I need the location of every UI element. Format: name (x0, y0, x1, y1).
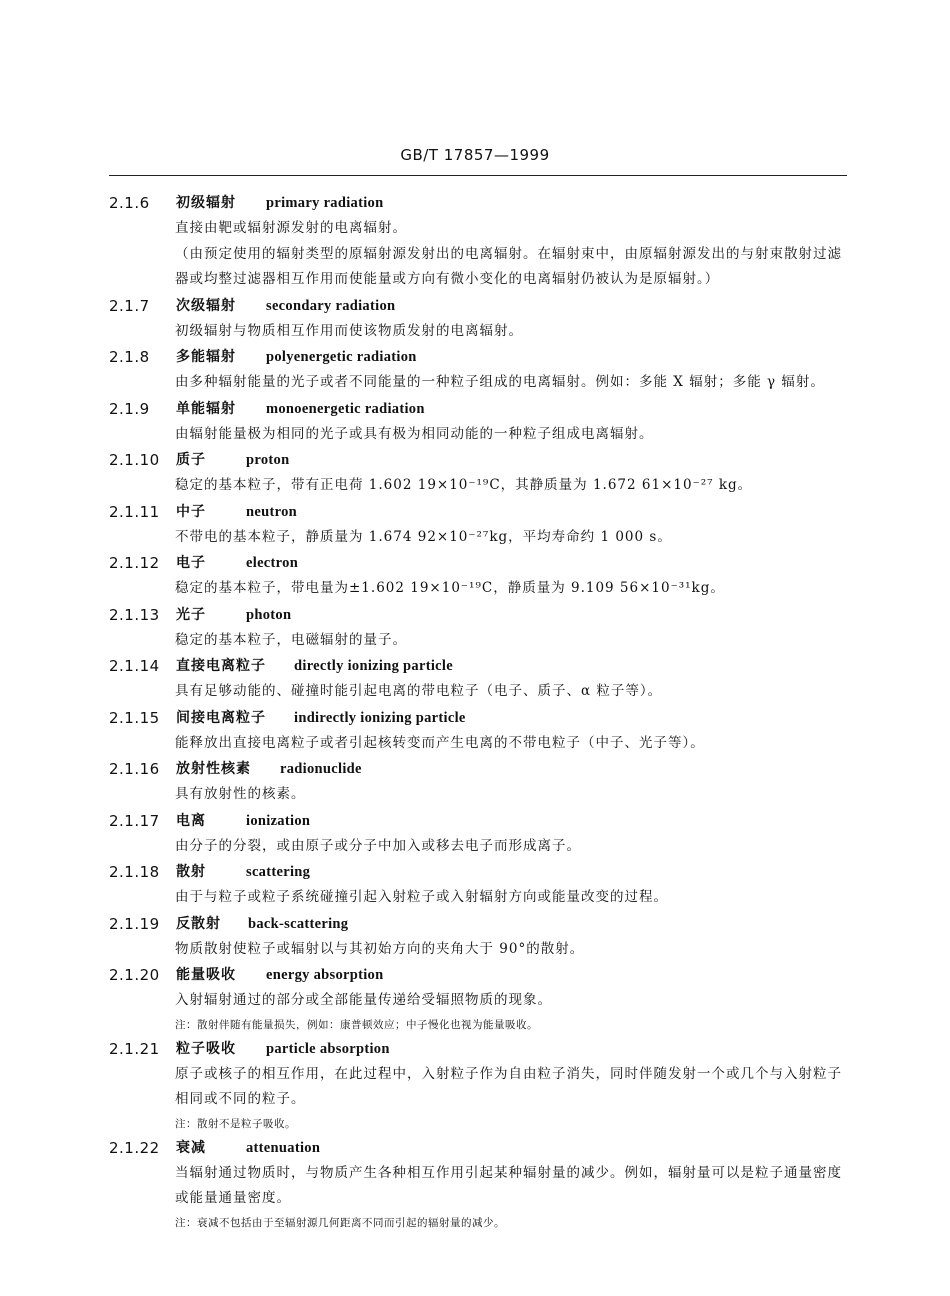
term-heading (0, 1036, 950, 1062)
term-definition: 直接由靶或辐射源发射的电离辐射。 (175, 220, 407, 236)
term-chinese: 电子 (176, 555, 206, 571)
term-english: indirectly ionizing particle (294, 709, 466, 726)
term-english: attenuation (246, 1139, 321, 1156)
term-heading (0, 1135, 950, 1161)
term-heading (0, 499, 950, 525)
term-english: particle absorption (266, 1040, 390, 1057)
term-heading (0, 653, 950, 679)
term-definition: 由多种辐射能量的光子或者不同能量的一种粒子组成的电离辐射。例如：多能 X 辐射；多能 γ 辐射。 (175, 374, 825, 390)
term-note: 注：散射伴随有能量损失，例如：康普顿效应；中子慢化也视为能量吸收。 (175, 1018, 538, 1031)
term-english: primary radiation (266, 195, 384, 211)
term-chinese: 反散射 (176, 915, 221, 932)
term-definition: 由分子的分裂，或由原子或分子中加入或移去电子而形成离子。 (175, 837, 581, 854)
term-heading (0, 190, 950, 216)
term-chinese: 能量吸收 (176, 967, 236, 983)
term-heading (0, 396, 950, 422)
term-entry (0, 344, 950, 396)
term-entry (0, 1036, 950, 1135)
term-entry (0, 499, 950, 551)
term-definition: 稳定的基本粒子，带有正电荷 1.602 19×10⁻¹⁹C，其静质量为 1.672 61×10⁻²⁷ kg。 (175, 477, 753, 493)
term-number: 2.1.18 (109, 863, 160, 881)
term-english: proton (246, 452, 290, 468)
term-number: 2.1.17 (109, 811, 160, 830)
term-definition: 具有放射性的核素。 (175, 786, 306, 802)
term-heading (0, 808, 950, 834)
term-heading (0, 550, 950, 576)
term-entry (0, 962, 950, 1036)
term-heading (0, 705, 950, 731)
term-entry (0, 550, 950, 602)
term-definition: 稳定的基本粒子，带电量为±1.602 19×10⁻¹⁹C，静质量为 9.109 56×10⁻³¹kg。 (175, 580, 725, 596)
term-heading (0, 293, 950, 319)
term-english: polyenergetic radiation (266, 349, 417, 365)
term-heading (0, 344, 950, 370)
term-definition: 原子或核子的相互作用，在此过程中，入射粒子作为自由粒子消失，同时伴随发射一个或几个与入射粒子相同或不同的粒子。 (175, 1065, 842, 1107)
term-heading (0, 911, 950, 937)
header-rule (109, 175, 847, 176)
term-english: neutron (246, 503, 297, 520)
term-definition: 具有足够动能的、碰撞时能引起电离的带电粒子（电子、质子、α 粒子等）。 (175, 683, 663, 699)
term-english: radionuclide (280, 761, 362, 777)
term-chinese: 散射 (176, 864, 206, 880)
term-entry (0, 602, 950, 654)
term-entry (0, 1135, 950, 1234)
term-definition: 当辐射通过物质时，与物质产生各种相互作用引起某种辐射量的减少。例如，辐射量可以是粒子通量密度或能量通量密度。 (175, 1164, 842, 1206)
term-chinese: 放射性核素 (176, 761, 251, 777)
term-english: scattering (246, 864, 311, 880)
term-definition: 入射辐射通过的部分或全部能量传递给受辐照物质的现象。 (175, 992, 552, 1008)
term-number: 2.1.20 (109, 966, 160, 984)
term-english: back-scattering (248, 915, 349, 932)
term-number: 2.1.19 (109, 914, 160, 933)
term-chinese: 衰减 (176, 1139, 206, 1156)
term-entry (0, 705, 950, 757)
term-chinese: 光子 (176, 606, 206, 623)
term-chinese: 初级辐射 (176, 195, 236, 211)
term-chinese: 单能辐射 (176, 400, 236, 417)
term-number: 2.1.13 (109, 605, 160, 624)
term-heading (0, 602, 950, 628)
term-chinese: 多能辐射 (176, 349, 236, 365)
term-note: 注：散射不是粒子吸收。 (175, 1117, 296, 1130)
document-header: GB/T 17857—1999 (400, 146, 550, 164)
term-number: 2.1.15 (109, 708, 160, 727)
term-entry (0, 396, 950, 448)
term-definition: 稳定的基本粒子，电磁辐射的量子。 (175, 631, 407, 648)
term-chinese: 直接电离粒子 (176, 658, 266, 674)
term-number: 2.1.22 (109, 1138, 160, 1157)
term-note: 注：衰减不包括由于至辐射源几何距离不同而引起的辐射量的减少。 (175, 1216, 505, 1229)
term-entry (0, 653, 950, 705)
term-chinese: 质子 (176, 452, 206, 468)
term-english: ionization (246, 812, 311, 829)
term-number: 2.1.7 (109, 296, 150, 315)
term-english: monoenergetic radiation (266, 400, 425, 417)
term-heading (0, 859, 950, 885)
term-chinese: 电离 (176, 812, 206, 829)
term-english: electron (246, 555, 299, 571)
term-number: 2.1.21 (109, 1039, 160, 1058)
term-entry (0, 447, 950, 499)
term-list (0, 190, 950, 1234)
term-english: photon (246, 606, 292, 623)
term-number: 2.1.11 (109, 502, 160, 521)
term-number: 2.1.10 (109, 451, 160, 469)
term-number: 2.1.14 (109, 657, 160, 675)
term-definition: 初级辐射与物质相互作用而使该物质发射的电离辐射。 (175, 322, 523, 339)
term-definition: 由于与粒子或粒子系统碰撞引起入射粒子或入射辐射方向或能量改变的过程。 (175, 889, 668, 905)
term-heading (0, 962, 950, 988)
term-entry (0, 808, 950, 860)
term-entry (0, 190, 950, 293)
term-definition: 由辐射能量极为相同的光子或具有极为相同动能的一种粒子组成电离辐射。 (175, 425, 654, 442)
term-number: 2.1.9 (109, 399, 150, 418)
term-entry (0, 911, 950, 963)
term-english: directly ionizing particle (294, 658, 453, 674)
term-english: energy absorption (266, 967, 384, 983)
term-chinese: 粒子吸收 (176, 1040, 236, 1057)
term-heading (0, 447, 950, 473)
term-entry (0, 756, 950, 808)
term-definition: 物质散射使粒子或辐射以与其初始方向的夹角大于 90°的散射。 (175, 940, 585, 957)
term-english: secondary radiation (266, 297, 396, 314)
term-number: 2.1.8 (109, 348, 150, 366)
term-number: 2.1.12 (109, 554, 160, 572)
term-entry (0, 859, 950, 911)
term-entry (0, 293, 950, 345)
term-number: 2.1.6 (109, 194, 150, 212)
term-chinese: 次级辐射 (176, 297, 236, 314)
term-definition: 能释放出直接电离粒子或者引起核转变而产生电离的不带电粒子（中子、光子等）。 (175, 734, 705, 751)
term-definition: 不带电的基本粒子，静质量为 1.674 92×10⁻²⁷kg，平均寿命约 1 000 s。 (175, 528, 672, 545)
term-chinese: 间接电离粒子 (176, 709, 266, 726)
term-definition: （由预定使用的辐射类型的原辐射源发射出的电离辐射。在辐射束中，由原辐射源发出的与射束散射过滤器或均整过滤器相互作用而使能量或方向有微小变化的电离辐射仍被认为是原辐射。） (175, 245, 842, 287)
term-number: 2.1.16 (109, 760, 160, 778)
term-heading (0, 756, 950, 782)
term-chinese: 中子 (176, 503, 206, 520)
